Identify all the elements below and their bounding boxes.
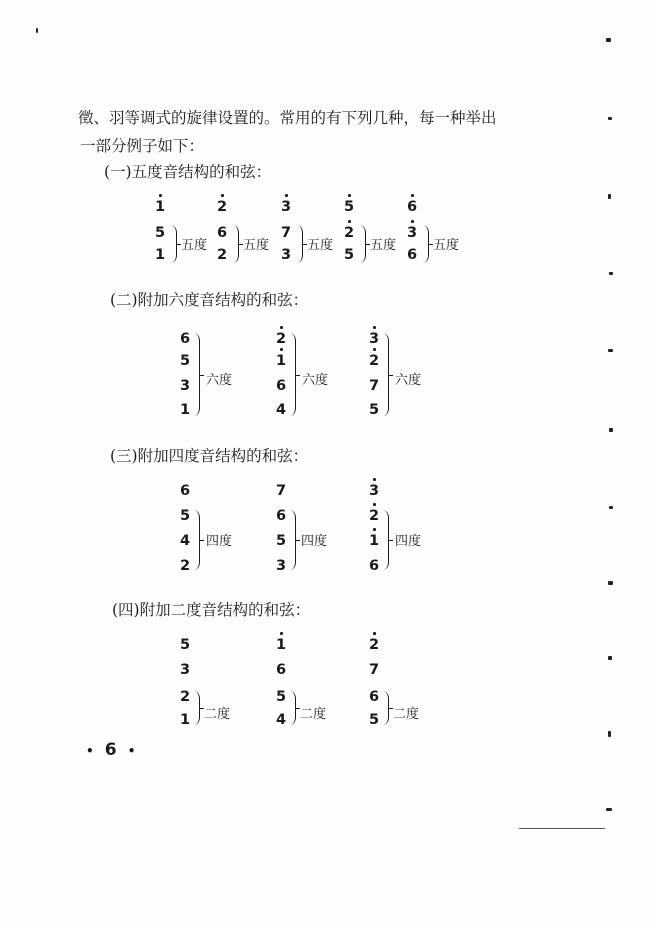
note: 1 bbox=[179, 402, 191, 418]
scan-speck bbox=[608, 731, 611, 737]
page-number-value: 6 bbox=[104, 740, 117, 760]
interval-label: 五度 bbox=[370, 238, 397, 253]
note: 4 bbox=[275, 402, 287, 418]
note: 2 bbox=[214, 198, 230, 216]
brace bbox=[381, 333, 389, 416]
interval-label: 二度 bbox=[204, 707, 231, 722]
interval-label: 五度 bbox=[307, 238, 334, 253]
note: 6 bbox=[179, 331, 191, 347]
interval-label: 五度 bbox=[181, 238, 208, 253]
note: 6 bbox=[275, 508, 287, 524]
scan-speck bbox=[606, 808, 612, 811]
brace bbox=[192, 333, 200, 416]
brace bbox=[169, 225, 177, 263]
note: 1 bbox=[179, 712, 191, 728]
note: 1 bbox=[273, 636, 289, 654]
scan-speck bbox=[609, 428, 613, 432]
note: 5 bbox=[179, 508, 191, 524]
interval-label: 六度 bbox=[395, 373, 422, 388]
section-heading-fifth: (一)五度音结构的和弦： bbox=[104, 163, 272, 181]
page-number-dot-left: • bbox=[86, 744, 94, 758]
note: 3 bbox=[179, 662, 191, 678]
brace bbox=[192, 510, 200, 570]
note: 5 bbox=[154, 225, 166, 241]
note: 2 bbox=[179, 558, 191, 574]
note: 7 bbox=[368, 378, 380, 394]
brace bbox=[288, 510, 296, 570]
note: 1 bbox=[152, 198, 168, 216]
interval-label: 二度 bbox=[393, 707, 420, 722]
interval-label: 二度 bbox=[300, 707, 327, 722]
brace bbox=[358, 225, 366, 263]
page-number bbox=[86, 740, 135, 760]
note: 5 bbox=[368, 402, 380, 418]
note: 3 bbox=[275, 558, 287, 574]
interval-label: 六度 bbox=[302, 373, 329, 388]
scan-line bbox=[519, 828, 605, 829]
brace bbox=[421, 225, 429, 263]
note: 6 bbox=[216, 225, 228, 241]
note: 2 bbox=[366, 507, 382, 525]
note: 3 bbox=[366, 482, 382, 500]
brace bbox=[231, 225, 239, 263]
note: 5 bbox=[275, 533, 287, 549]
note: 2 bbox=[366, 636, 382, 654]
scan-speck bbox=[609, 272, 613, 275]
section-heading-sixth: (二)附加六度音结构的和弦： bbox=[110, 291, 309, 309]
brace bbox=[381, 510, 389, 570]
scan-speck bbox=[608, 194, 611, 199]
scan-speck bbox=[608, 581, 613, 585]
note: 1 bbox=[273, 352, 289, 370]
note: 2 bbox=[366, 352, 382, 370]
note: 7 bbox=[368, 662, 380, 678]
note: 5 bbox=[275, 689, 287, 705]
note: 3 bbox=[404, 224, 420, 242]
intro-line-2: 一部分例子如下： bbox=[80, 137, 205, 155]
interval-label: 四度 bbox=[395, 534, 422, 549]
note: 3 bbox=[278, 198, 294, 216]
note: 5 bbox=[368, 712, 380, 728]
interval-label: 四度 bbox=[206, 534, 233, 549]
brace bbox=[295, 225, 303, 263]
page-number-dot-right: • bbox=[127, 744, 136, 758]
note: 2 bbox=[273, 330, 289, 348]
scan-speck bbox=[606, 38, 611, 42]
note: 1 bbox=[366, 532, 382, 550]
note: 3 bbox=[280, 247, 292, 263]
brace bbox=[288, 691, 296, 725]
brace bbox=[381, 691, 389, 725]
note: 4 bbox=[275, 712, 287, 728]
note: 6 bbox=[275, 662, 287, 678]
note: 5 bbox=[179, 637, 191, 653]
note: 6 bbox=[275, 378, 287, 394]
note: 5 bbox=[179, 353, 191, 369]
note: 7 bbox=[280, 225, 292, 241]
note: 6 bbox=[368, 558, 380, 574]
intro-line-1: 徵、羽等调式的旋律设置的。常用的有下列几种，每一种举出 bbox=[78, 109, 497, 127]
note: 6 bbox=[406, 247, 418, 263]
interval-label: 四度 bbox=[301, 534, 328, 549]
scan-speck bbox=[609, 506, 613, 509]
note: 6 bbox=[368, 689, 380, 705]
note: 2 bbox=[216, 247, 228, 263]
section-heading-second: (四)附加二度音结构的和弦： bbox=[112, 601, 311, 619]
interval-label: 五度 bbox=[433, 238, 460, 253]
note: 4 bbox=[179, 533, 191, 549]
note: 5 bbox=[341, 198, 357, 216]
note: 2 bbox=[341, 224, 357, 242]
section-heading-fourth: (三)附加四度音结构的和弦： bbox=[110, 447, 309, 465]
note: 2 bbox=[179, 689, 191, 705]
brace bbox=[192, 691, 200, 725]
note: 6 bbox=[179, 483, 191, 499]
interval-label: 六度 bbox=[206, 373, 233, 388]
note: 7 bbox=[275, 483, 287, 499]
scan-speck bbox=[36, 28, 38, 33]
scan-speck bbox=[608, 349, 613, 352]
note: 6 bbox=[404, 198, 420, 216]
scan-speck bbox=[608, 656, 612, 660]
note: 5 bbox=[343, 247, 355, 263]
note: 1 bbox=[154, 247, 166, 263]
interval-label: 五度 bbox=[243, 238, 270, 253]
note: 3 bbox=[179, 378, 191, 394]
note: 3 bbox=[366, 330, 382, 348]
scan-speck bbox=[608, 117, 612, 120]
brace bbox=[288, 333, 296, 416]
